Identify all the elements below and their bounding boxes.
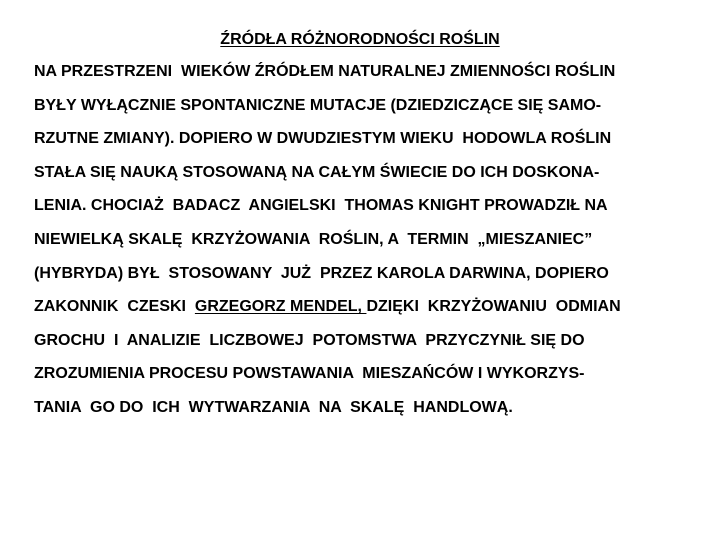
body-line-10: ZROZUMIENIA PROCESU POWSTAWANIA MIESZAŃCÓW I WYKORZYS- xyxy=(34,365,585,383)
mendel-name-underlined: GRZEGORZ MENDEL, xyxy=(194,298,367,316)
slide-title xyxy=(0,30,720,50)
body-line-8-before: ZAKONNIK CZESKI xyxy=(34,298,195,316)
body-line-4: STAŁA SIĘ NAUKĄ STOSOWANĄ NA CAŁYM ŚWIECIE DO ICH DOSKONA- xyxy=(34,163,600,181)
body-line-11: TANIA GO DO ICH WYTWARZANIA NA SKALĘ HANDLOWĄ. xyxy=(34,398,513,416)
body-line-6: NIEWIELKĄ SKALĘ KRZYŻOWANIA ROŚLIN, A TERMIN „MIESZANIEC” xyxy=(34,230,593,248)
body-line-9: GROCHU I ANALIZIE LICZBOWEJ POTOMSTWA PRZYCZYNIŁ SIĘ DO xyxy=(34,331,585,349)
body-line-5: LENIA. CHOCIAŻ BADACZ ANGIELSKI THOMAS KNIGHT PROWADZIŁ NA xyxy=(34,197,608,215)
body-line-8-after: DZIĘKI KRZYŻOWANIU ODMIAN xyxy=(366,298,621,316)
slide-body xyxy=(34,62,704,432)
body-line-3: RZUTNE ZMIANY). DOPIERO W DWUDZIESTYM WIEKU HODOWLA ROŚLIN xyxy=(34,130,612,148)
body-line-1: NA PRZESTRZENI WIEKÓW ŹRÓDŁEM NATURALNEJ ZMIENNOŚCI ROŚLIN xyxy=(34,63,616,80)
body-line-7: (HYBRYDA) BYŁ STOSOWANY JUŻ PRZEZ KAROLA DARWINA, DOPIERO xyxy=(34,264,609,282)
body-line-2: BYŁY WYŁĄCZNIE SPONTANICZNE MUTACJE (DZIEDZICZĄCE SIĘ SAMO- xyxy=(34,96,602,114)
slide-title-text: ŹRÓDŁA RÓŻNORODNOŚCI ROŚLIN xyxy=(220,31,500,48)
body-line-8 xyxy=(34,297,704,317)
